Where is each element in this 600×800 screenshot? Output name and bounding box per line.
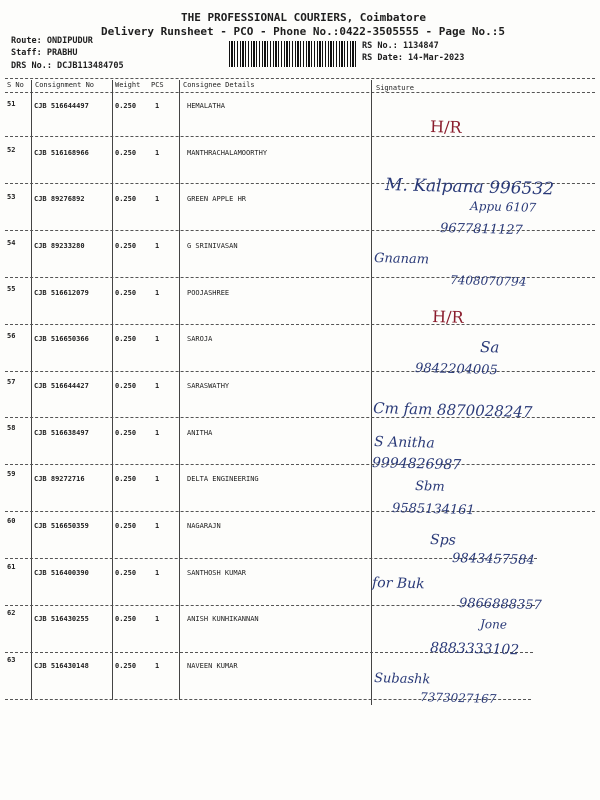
sno-cell: 51 xyxy=(7,100,16,108)
consignment-cell: CJB 516644497 xyxy=(34,102,89,110)
consignee-cell: SANTHOSH KUMAR xyxy=(187,568,247,577)
handwritten-signature: for Buk xyxy=(371,575,425,593)
col-sno-header: S No xyxy=(7,81,24,89)
col-weight-header: Weight xyxy=(115,81,141,89)
handwritten-signature: 9994826987 xyxy=(371,455,462,474)
pcs-cell: 1 xyxy=(155,148,160,157)
weight-cell: 0.250 xyxy=(115,288,137,297)
consignee-cell: POOJASHREE xyxy=(187,288,230,297)
pcs-cell: 1 xyxy=(155,381,160,390)
handwritten-signature: Gnanam xyxy=(373,251,430,268)
consignment-cell: CJB 516430148 xyxy=(34,661,89,670)
sno-cell: 60 xyxy=(7,516,16,525)
handwritten-signature: 9842204005 xyxy=(414,361,498,379)
consignee-cell: ANISH KUNHIKANNAN xyxy=(187,615,259,624)
staff-label: Staff: PRABHU xyxy=(11,48,78,58)
consignee-cell: MANTHRACHALAMOORTHY xyxy=(187,148,268,157)
pcs-cell: 1 xyxy=(155,521,160,530)
sno-cell: 53 xyxy=(7,192,16,201)
consignee-cell: G SRINIVASAN xyxy=(187,241,238,250)
handwritten-signature: Sps xyxy=(429,532,457,549)
rs-date: RS Date: 14-Mar-2023 xyxy=(362,53,465,63)
pcs-cell: 1 xyxy=(155,241,160,250)
consignment-cell: CJB 516430255 xyxy=(34,615,89,624)
sno-cell: 61 xyxy=(7,563,16,571)
weight-cell: 0.250 xyxy=(115,428,137,437)
col-signature-header: Signature xyxy=(376,84,414,92)
sno-cell: 56 xyxy=(7,331,16,340)
handwritten-signature: 7408070794 xyxy=(449,273,527,289)
weight-cell: 0.250 xyxy=(115,521,137,530)
consignee-cell: HEMALATHA xyxy=(187,102,225,110)
consignment-cell: CJB 516612079 xyxy=(34,288,89,297)
weight-cell: 0.250 xyxy=(115,195,137,204)
consignee-cell: NAGARAJN xyxy=(187,521,221,530)
pcs-cell: 1 xyxy=(155,195,160,204)
consignment-cell: CJB 516638497 xyxy=(34,428,89,437)
handwritten-signature: S Anitha xyxy=(373,434,435,452)
consignee-cell: SAROJA xyxy=(187,335,213,344)
consignee-cell: GREEN APPLE HR xyxy=(187,195,247,204)
handwritten-signature: 9866888357 xyxy=(458,596,542,614)
pcs-cell: 1 xyxy=(155,428,160,437)
handwritten-signature: H/R xyxy=(431,307,464,327)
sno-cell: 54 xyxy=(7,238,16,247)
col-consignment-header: Consignment No xyxy=(35,81,95,89)
pcs-cell: 1 xyxy=(155,475,160,484)
sno-cell: 62 xyxy=(7,609,16,618)
col-pcs-header: PCS xyxy=(151,81,164,89)
drs-number: DRS No.: DCJB113484705 xyxy=(11,61,124,71)
handwritten-signature: Appu 6107 xyxy=(469,199,537,215)
document-title: THE PROFESSIONAL COURIERS, Coimbatore xyxy=(181,11,427,24)
pcs-cell: 1 xyxy=(155,661,160,670)
handwritten-signature: 8883333102 xyxy=(429,640,520,659)
consignment-cell: CJB 516650359 xyxy=(34,521,89,530)
consignee-cell: DELTA ENGINEERING xyxy=(187,475,259,484)
weight-cell: 0.250 xyxy=(115,335,137,344)
handwritten-signature: 9677811127 xyxy=(439,221,523,239)
sno-cell: 59 xyxy=(7,470,16,479)
handwritten-signature: 9585134161 xyxy=(391,501,475,519)
col-consignee-header: Consignee Details xyxy=(183,81,255,89)
weight-cell: 0.250 xyxy=(115,381,137,390)
weight-cell: 0.250 xyxy=(115,568,137,577)
handwritten-signature: 7373027167 xyxy=(419,690,497,706)
consignment-cell: CJB 516644427 xyxy=(34,381,89,390)
document-subtitle: Delivery Runsheet - PCO - Phone No.:0422-3505555 - Page No.:5 xyxy=(101,25,505,38)
handwritten-signature: Sa xyxy=(479,338,500,357)
sno-cell: 52 xyxy=(7,146,16,155)
handwritten-signature: Cm fam 8870028247 xyxy=(372,399,533,422)
pcs-cell: 1 xyxy=(155,102,160,110)
handwritten-signature: Sbm xyxy=(414,479,445,495)
route-label: Route: ONDIPUDUR xyxy=(11,36,93,46)
weight-cell: 0.250 xyxy=(115,615,137,624)
weight-cell: 0.250 xyxy=(115,661,137,670)
weight-cell: 0.250 xyxy=(115,241,137,250)
consignee-cell: ANITHA xyxy=(187,428,213,437)
weight-cell: 0.250 xyxy=(115,102,137,110)
consignment-cell: CJB 516400390 xyxy=(34,568,89,577)
consignee-cell: NAVEEN KUMAR xyxy=(187,661,238,670)
consignment-cell: CJB 516168966 xyxy=(34,148,89,157)
handwritten-signature: H/R xyxy=(429,117,462,137)
consignment-cell: CJB 89276892 xyxy=(34,195,85,204)
pcs-cell: 1 xyxy=(155,568,160,577)
handwritten-signature: Jone xyxy=(479,617,508,632)
consignment-cell: CJB 516650366 xyxy=(34,335,89,344)
pcs-cell: 1 xyxy=(155,288,160,297)
sno-cell: 55 xyxy=(7,285,16,294)
handwritten-signature: Subashk xyxy=(373,671,431,688)
sno-cell: 63 xyxy=(7,655,16,664)
sno-cell: 58 xyxy=(7,424,16,433)
weight-cell: 0.250 xyxy=(115,148,137,157)
sno-cell: 57 xyxy=(7,377,16,386)
pcs-cell: 1 xyxy=(155,335,160,344)
handwritten-signature: M. Kalpana 996532 xyxy=(384,175,555,200)
pcs-cell: 1 xyxy=(155,615,160,624)
consignee-cell: SARASWATHY xyxy=(187,381,230,390)
consignment-cell: CJB 89233280 xyxy=(34,241,85,250)
weight-cell: 0.250 xyxy=(115,475,137,484)
handwritten-signature: 9843457584 xyxy=(451,551,535,569)
consignment-cell: CJB 89272716 xyxy=(34,475,85,484)
rs-number: RS No.: 1134847 xyxy=(362,41,439,51)
